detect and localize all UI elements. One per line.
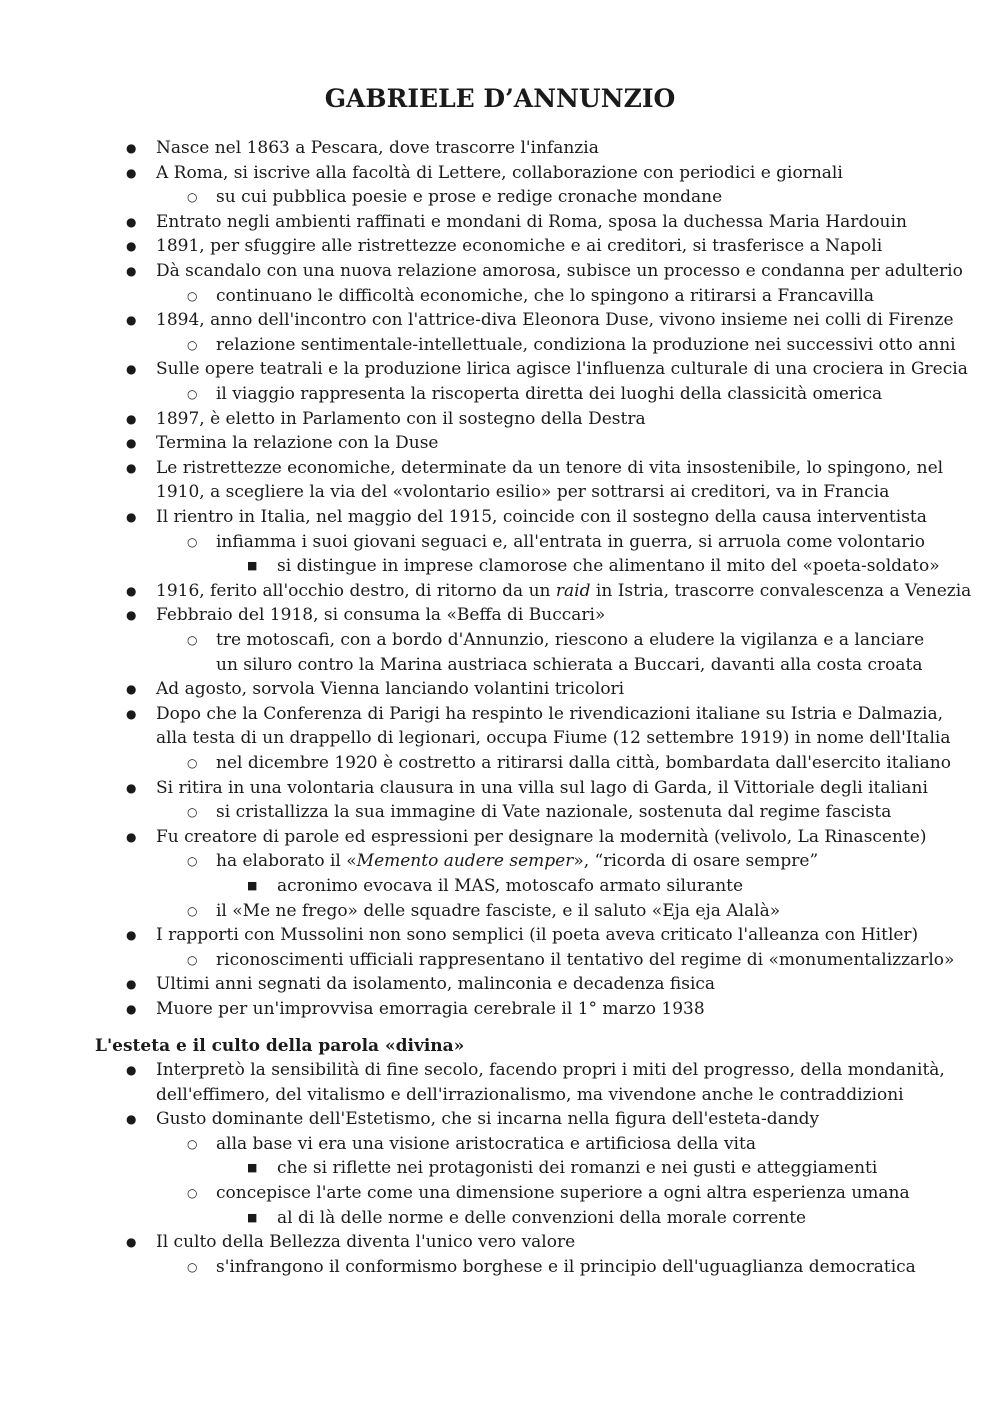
circle-bullet-icon: ○: [187, 337, 198, 352]
sub-list-item-text: tre motoscafi, con a bordo d'Annunzio, riescono a eludere la vigilanza e a lanciare: [216, 630, 925, 650]
list-item-text: Si ritira in una volontaria clausura in una villa sul lago di Garda, il Vittoriale degli italiani: [156, 777, 928, 798]
square-bullet-icon: ■: [247, 1161, 258, 1175]
circle-bullet-icon: ○: [187, 1136, 198, 1151]
bullet-icon: ●: [126, 313, 137, 328]
sub-list-item-text: su cui pubblica poesie e prose e redige cronache mondane: [216, 187, 723, 208]
bullet-icon: ●: [126, 977, 137, 992]
list-item-text: Dà scandalo con una nuova relazione amorosa, subisce un processo e condanna per adulterio: [156, 261, 963, 281]
text-segment: », “ricorda di osare sempre”: [573, 851, 819, 872]
sub-list-item-text: alla base vi era una visione aristocratica e artificiosa della vita: [216, 1133, 756, 1154]
list-item-text: Febbraio del 1918, si consuma la «Beffa di Buccari»: [156, 605, 606, 626]
bullet-icon: ●: [126, 1002, 137, 1016]
bullet-icon: ●: [126, 780, 137, 795]
circle-bullet-icon: ○: [187, 805, 198, 820]
list-item-text: Termina la relazione con la Duse: [156, 433, 439, 454]
sub-list-item-text: continuano le difficoltà economiche, che lo spingono a ritirarsi a Francavilla: [216, 285, 875, 306]
bullet-icon: ●: [126, 411, 137, 426]
circle-bullet-icon: ○: [187, 1259, 198, 1274]
bullet-icon: ●: [126, 141, 137, 155]
bullet-icon: ●: [126, 239, 137, 254]
list-item-text: Fu creatore di parole ed espressioni per designare la modernità (velivolo, La Rinascente): [156, 826, 927, 847]
bullet-icon: ●: [126, 1063, 137, 1077]
bullet-icon: ●: [126, 264, 137, 278]
text-segment: in Istria, trascorre convalescenza a Venezia: [590, 580, 972, 601]
list-item-text: Le ristrettezze economiche, determinate da un tenore di vita insostenibile, lo spingono, nel: [156, 457, 944, 478]
sub-list-item-text: il viaggio rappresenta la riscoperta diretta dei luoghi della classicità omerica: [216, 384, 883, 404]
sub-list-item-text: infiamma i suoi giovani seguaci e, all'entrata in guerra, si arruola come volontario: [216, 531, 926, 552]
italic-text: raid: [555, 580, 591, 601]
square-bullet-icon: ■: [247, 559, 258, 573]
bullet-icon: ●: [126, 214, 137, 229]
list-item-text: 1894, anno dell'incontro con l'attrice-diva Eleonora Duse, vivono insieme nei colli di Firenze: [156, 310, 954, 331]
circle-bullet-icon: ○: [187, 534, 198, 549]
list-item-text: Ultimi anni segnati da isolamento, malinconia e decadenza fisica: [156, 974, 716, 995]
bullet-icon: ●: [126, 1112, 137, 1127]
list-item-text: Nasce nel 1863 a Pescara, dove trascorre l'infanzia: [156, 138, 599, 158]
bullet-icon: ●: [126, 829, 137, 844]
bullet-icon: ●: [126, 362, 137, 377]
text-segment: 1916, ferito all'occhio destro, di ritorno da un: [156, 580, 556, 601]
text-segment: ha elaborato il «: [216, 851, 357, 872]
sub-list-item-text: concepisce l'arte come una dimensione superiore a ogni altra esperienza umana: [216, 1183, 910, 1203]
italic-text: Memento audere semper: [356, 851, 574, 872]
list-item-text: dell'effimero, del vitalismo e dell'irrazionalismo, ma vivendone anche le contraddizioni: [156, 1084, 904, 1105]
bullet-icon: ●: [126, 510, 137, 524]
bullet-icon: ●: [126, 1235, 137, 1250]
list-item-text: Entrato negli ambienti raffinati e mondani di Roma, sposa la duchessa Maria Hardouin: [156, 211, 907, 232]
list-item-text: Gusto dominante dell'Estetismo, che si incarna nella figura dell'esteta-dandy: [156, 1109, 820, 1130]
circle-bullet-icon: ○: [187, 633, 198, 647]
sub-list-item-text: si cristallizza la sua immagine di Vate nazionale, sostenuta dal regime fascista: [216, 802, 892, 823]
page-title: GABRIELE D’ANNUNZIO: [324, 84, 676, 113]
circle-bullet-icon: ○: [187, 756, 198, 770]
section-heading: L'esteta e il culto della parola «divina»: [95, 1036, 465, 1056]
list-item-text: Dopo che la Conferenza di Parigi ha respinto le rivendicazioni italiane su Istria e Dalmazia,: [156, 703, 944, 724]
sub-list-item-text: [216, 849, 818, 874]
square-bullet-icon: ■: [247, 1210, 258, 1224]
list-item-text: Il rientro in Italia, nel maggio del 1915, coincide con il sostegno della causa interventista: [156, 507, 927, 527]
sub-list-item-text: un siluro contro la Marina austriaca schierata a Buccari, davanti alla costa croata: [216, 654, 923, 675]
list-item-text: A Roma, si iscrive alla facoltà di Lettere, collaborazione con periodici e giornali: [156, 162, 843, 183]
bullet-icon: ●: [126, 460, 137, 475]
bullet-icon: ●: [126, 706, 137, 721]
list-item-text: 1891, per sfuggire alle ristrettezze economiche e ai creditori, si trasferisce a Napoli: [156, 236, 883, 257]
bullet-icon: ●: [126, 436, 137, 451]
bullet-icon: ●: [126, 928, 137, 943]
list-item-text: alla testa di un drappello di legionari, occupa Fiume (12 settembre 1919) in nome dell'Italia: [156, 728, 951, 749]
circle-bullet-icon: ○: [187, 1186, 198, 1200]
list-item-text: Il culto della Bellezza diventa l'unico vero valore: [156, 1232, 576, 1253]
circle-bullet-icon: ○: [187, 387, 198, 401]
list-item-text: I rapporti con Mussolini non sono semplici (il poeta aveva criticato l'alleanza con Hitler): [156, 925, 919, 946]
sub-list-item-text: riconoscimenti ufficiali rappresentano il tentativo del regime di «monumentalizzarlo»: [216, 949, 955, 970]
bullet-icon: ●: [126, 583, 137, 598]
sub-sub-list-item-text: al di là delle norme e delle convenzioni della morale corrente: [277, 1207, 807, 1228]
list-item-text: 1910, a scegliere la via del «volontario esilio» per sottrarsi ai creditori, va in Francia: [156, 482, 890, 503]
list-item-text: Muore per un'improvvisa emorragia cerebrale il 1° marzo 1938: [156, 999, 705, 1019]
bullet-icon: ●: [126, 165, 137, 180]
list-item-text: Ad agosto, sorvola Vienna lanciando volantini tricolori: [156, 679, 625, 700]
sub-list-item-text: nel dicembre 1920 è costretto a ritirarsi dalla città, bombardata dall'esercito italiano: [216, 753, 951, 773]
list-item-text: [156, 579, 971, 604]
bullet-icon: ●: [126, 682, 137, 697]
list-item-text: Sulle opere teatrali e la produzione lirica agisce l'influenza culturale di una crociera in Grecia: [156, 359, 968, 380]
sub-list-item-text: il «Me ne frego» delle squadre fasciste, e il saluto «Eja eja Alalà»: [216, 900, 781, 921]
sub-sub-list-item-text: si distingue in imprese clamorose che alimentano il mito del «poeta-soldato»: [277, 556, 940, 577]
square-bullet-icon: ■: [247, 879, 258, 892]
list-item-text: Interpretò la sensibilità di fine secolo, facendo propri i miti del progresso, della mondanità,: [156, 1060, 945, 1080]
sub-sub-list-item-text: che si riflette nei protagonisti dei romanzi e nei gusti e atteggiamenti: [277, 1158, 878, 1179]
list-item-text: 1897, è eletto in Parlamento con il sostegno della Destra: [156, 408, 646, 429]
circle-bullet-icon: ○: [187, 190, 198, 205]
circle-bullet-icon: ○: [187, 952, 198, 967]
sub-list-item-text: relazione sentimentale-intellettuale, condiziona la produzione nei successivi otto anni: [216, 334, 956, 355]
circle-bullet-icon: ○: [187, 288, 198, 303]
circle-bullet-icon: ○: [187, 854, 198, 869]
circle-bullet-icon: ○: [187, 903, 198, 918]
bullet-icon: ●: [126, 608, 137, 623]
sub-list-item-text: s'infrangono il conformismo borghese e il principio dell'uguaglianza democratica: [216, 1256, 916, 1277]
sub-sub-list-item-text: acronimo evocava il MAS, motoscafo armato silurante: [277, 876, 744, 896]
